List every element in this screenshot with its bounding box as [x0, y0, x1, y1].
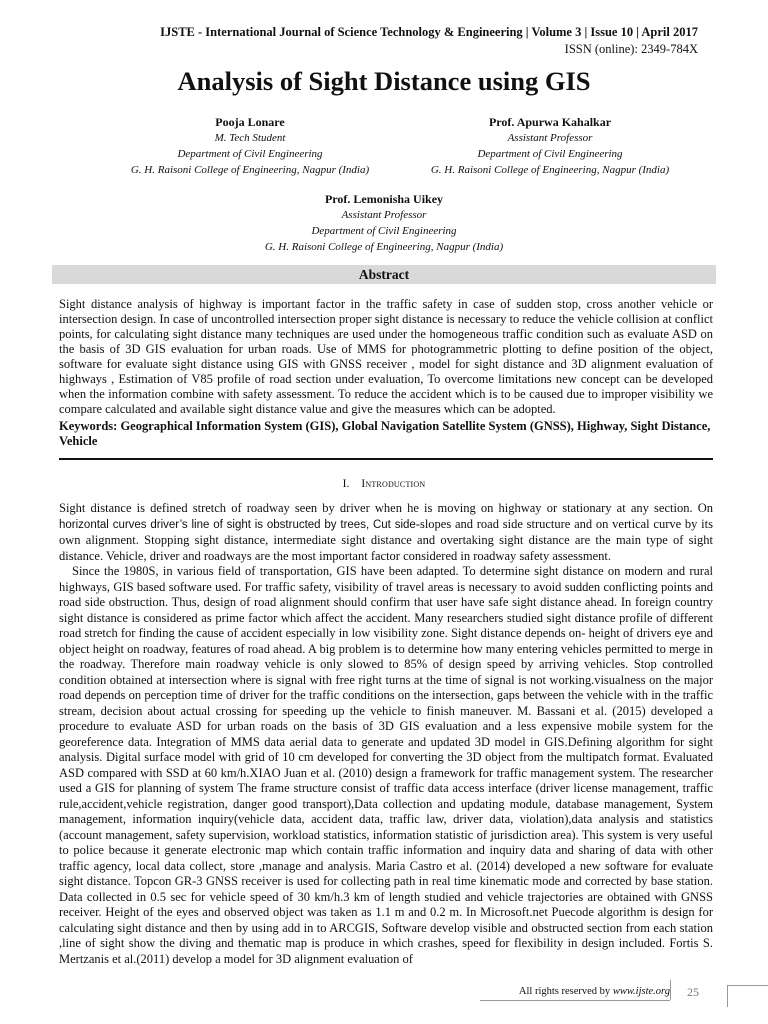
author-institution: G. H. Raisoni College of Engineering, Nagpur (India): [264, 241, 504, 253]
paragraph-text: -slopes and road side structure and on vertical curve by its own alignment. Stopping sight distance, intermediate sight distance and overtaking sight distance are the main type of sight distance. Vehicle, driver and roadways are the most important factor considered in roadway safety assessment.: [59, 516, 713, 563]
author-department: Department of Civil Engineering: [477, 148, 623, 160]
paragraph-text: horizontal curves driver’s line of sight is obstructed by trees, Cut side: [59, 518, 416, 531]
section-heading: [0, 478, 768, 490]
author-name: Prof. Lemonisha Uikey: [324, 192, 444, 206]
footer-text: All rights reserved by: [518, 986, 613, 997]
footer-rule: [670, 980, 671, 1000]
section-divider: [59, 458, 713, 460]
author-name: Prof. Apurwa Kahalkar: [488, 115, 612, 129]
author-institution: G. H. Raisoni College of Engineering, Nagpur (India): [430, 164, 670, 176]
footer-rule: [727, 985, 728, 1007]
author-name: Pooja Lonare: [215, 115, 285, 129]
section-title: Introduction: [361, 478, 426, 490]
author-role: M. Tech Student: [214, 132, 286, 144]
journal-header: IJSTE - International Journal of Science Technology & Engineering | Volume 3 | Issue 10 | April 2017: [160, 25, 698, 39]
author-block: [370, 114, 730, 178]
author-role: Assistant Professor: [507, 132, 593, 144]
body-text: [59, 501, 713, 967]
abstract-heading: Abstract: [52, 265, 716, 284]
paragraph-text: Sight distance is defined stretch of roadway seen by driver when he is moving on highway or stationary at any section. On: [59, 501, 713, 515]
keywords: Keywords: Geographical Information System (GIS), Global Navigation Satellite System (GNSS), Highway, Sight Distance, Vehicle: [59, 419, 711, 448]
footer-rule: [480, 1000, 670, 1001]
abstract-text: Sight distance analysis of highway is important factor in the traffic safety in case of sudden stop, cross another vehicle or intersection design. In case of uncontrolled intersection proper sight distance is necessary to reduce the vehicle collision at conflict points, for calculating sight distance many techniques are used under the homogeneous traffic condition such as evaluate ASD on the basis of 3D GIS evaluation for urban roads. Use of MMS for photogrammetric plotting to define position of the object, software for evaluate sight distance using GIS with GNSS receiver , model for sight distance and 3D alignment evaluation of highways , Estimation of V85 profile of road section under evaluation, To overcome limitations new concept can be developed when the information combine with safety assessment. To reduce the accident which is to be caused due to improper visibility we compare calculated and available sight distance value and give the measures which can be adopted.: [59, 297, 713, 416]
paragraph: Since the 1980S, in various field of transportation, GIS have been adapted. To determine sight distance on modern and rural highways, GIS based software used. For traffic safety, visibility of travel areas is necessary to avoid sudden conflicting points and road side obstruction. Thus, design of road alignment should confirm that user have safe sight distance ahead. In foreign country sight distance is considered as prime factor which affect the accident. Many researchers studied sight distance profile of different road stretch for finding the cause of accident especially in low visibility zone. Sight distance depends on- height of drivers eye and object height on roadway, features of road ahead. A big problem is to determine how many entering vehicles permitted to merge in the roadway. Therefore main roadway vehicle is only slowed to 85% of design speed by arriving vehicles. Stop controlled condition obtained at intersection where is signal with free right turns at the time of signal is not working.visualness on the major road depends on perception time of driver for the traffic conditions on the intersection, gaps between the vehicle with in the traffic stream, decision about actual crossing for speeding up the vehicle to finish maneuver. M. Bassani et al. (2015) developed a procedure to evaluate ASD for urban roads on the basis of 3D GIS evaluation and a less expensive mobile system for the georeference data. Integration of MMS data aerial data to generate and updated 3D model in GIS.Defining algorithm for sight analysis. Digital surface model with grid of 10 cm developed for converting the 3D object from the multipatch format. Evaluated ASD compared with SSD at 60 km/h.XIAO Juan et al. (2010) design a framework for traffic management system. The researcher used a GIS for planning of system The frame structure consist of traffic data access interface (driver license management, traffic rule,accident,vehicle registration, danger good transport),Data collection and updating module, database management, System management, information inquiry(vehicle data, accident data, traffic law, driver data, violation),data analysis and statistics (account management, safety supervision, workload statistics, information statistic of jurisdiction area). This system is very useful to police because it generate electronic map which contain traffic information and inquiry data and sharing of data with other traffic agency, local data collect, store ,manage and analysis. Maria Castro et al. (2014) developed a new software for evaluate sight distance. Topcon GR-3 GNSS receiver is used for collecting path in real time kinematic mode and corrected by base station. Data collected in 0.5 sec for vehicle speed of 30 km/h.3 km of length studied and vehicle trajectories are obtained with GNSS receiver. Height of the eyes and observed object was taken as 1.1 m and 0.2 m. In Microsoft.net Puecode algorithm is design for calculating sight distance and then by using add in to ARCGIS, Software develop visible and obstructed section from each station ,line of sight show the diving and thematic map is produce in which crashes, speed for flexibility in design included. Fortis S. Mertzanis et al.(2011) develop a model for 3D alignment evaluation of: [59, 564, 713, 966]
author-block: [184, 191, 584, 255]
paragraph: [59, 501, 713, 564]
author-institution: G. H. Raisoni College of Engineering, Nagpur (India): [130, 164, 370, 176]
footer-link[interactable]: www.ijste.org: [612, 986, 670, 997]
page-number: 25: [687, 985, 699, 999]
footer-copyright: [519, 986, 670, 997]
author-department: Department of Civil Engineering: [177, 148, 323, 160]
paper-title: Analysis of Sight Distance using GIS: [177, 66, 591, 96]
author-department: Department of Civil Engineering: [311, 225, 457, 237]
section-number: I.: [342, 478, 350, 490]
issn-line: ISSN (online): 2349-784X: [564, 42, 698, 56]
author-role: Assistant Professor: [341, 209, 427, 221]
footer-rule: [727, 985, 768, 986]
